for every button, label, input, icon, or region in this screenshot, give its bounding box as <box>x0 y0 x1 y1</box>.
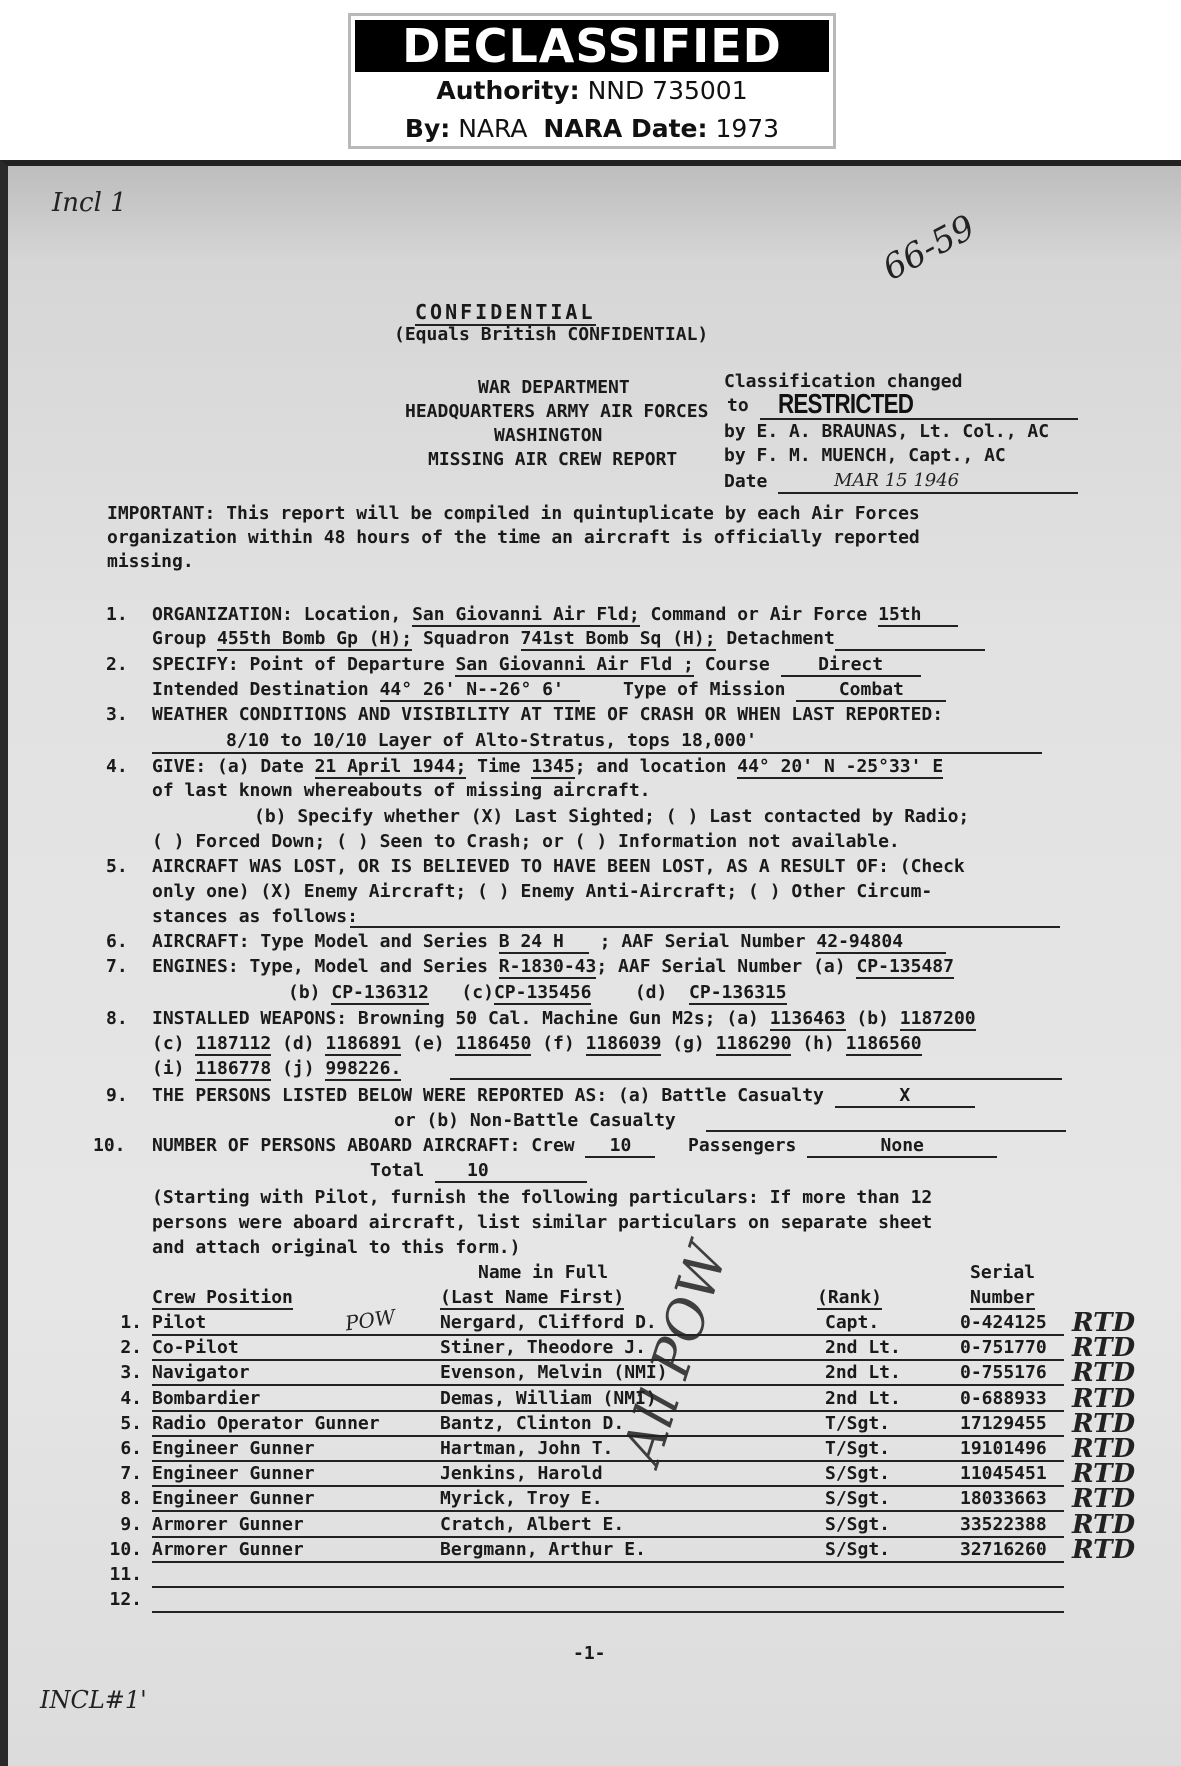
crew-status-annotation: RTD <box>1072 1535 1136 1565</box>
important-line-3: missing. <box>107 551 194 572</box>
item-4-line3: (b) Specify whether (X) Last Sighted; ( ) Last contacted by Radio; <box>254 806 970 827</box>
stamp-title: DECLASSIFIED <box>355 20 829 72</box>
item-4-line4: ( ) Forced Down; ( ) Seen to Crash; or ( ) Information not available. <box>152 831 900 852</box>
crew-rank: T/Sgt. <box>825 1438 891 1459</box>
annotation-pow-small: POW <box>343 1304 397 1336</box>
aircraft-type: B 24 H <box>499 931 589 954</box>
crew-row-number: 2. <box>120 1337 142 1358</box>
reclass-date-value: MAR 15 1946 <box>834 470 960 491</box>
total-count: 10 <box>435 1160 587 1183</box>
crew-name: Demas, William (NMI) <box>440 1388 657 1409</box>
header-crew-position: Crew Position <box>152 1287 293 1308</box>
item-10-line2: Total 10 <box>370 1160 587 1183</box>
reclass-rule-2 <box>778 492 1078 494</box>
crew-row-number: 1. <box>120 1312 142 1333</box>
crew-position: Navigator <box>152 1362 250 1383</box>
reclass-date-label: Date <box>724 471 768 492</box>
crew-row-rule <box>152 1435 1064 1437</box>
destination: 44° 26' N--26° 6' <box>380 679 580 702</box>
crew-row-rule <box>152 1586 1064 1588</box>
crew-row-rule <box>152 1561 1064 1563</box>
weapon-i: 1186778 <box>195 1058 272 1079</box>
item-8-line1: INSTALLED WEAPONS: Browning 50 Cal. Machine Gun M2s; (a) 1136463 (b) 1187200 <box>152 1008 976 1029</box>
weapon-f: 1186039 <box>585 1033 662 1054</box>
crew-name: Bergmann, Arthur E. <box>440 1539 646 1560</box>
item-2-number: 2. <box>106 654 128 675</box>
crew-status-annotation: RTD <box>1072 1484 1136 1514</box>
crew-serial: 0-688933 <box>960 1388 1047 1409</box>
weapon-j: 998226. <box>325 1058 402 1079</box>
item-5-line1: AIRCRAFT WAS LOST, OR IS BELIEVED TO HAVE BEEN LOST, AS A RESULT OF: (Check <box>152 856 965 877</box>
crew-position: Radio Operator Gunner <box>152 1413 380 1434</box>
header-name-line1: Name in Full <box>478 1262 609 1283</box>
item-1-line1: ORGANIZATION: Location, San Giovanni Air Fld; Command or Air Force 15th <box>152 604 958 627</box>
item-8-line3: (i) 1186778 (j) 998226. <box>152 1058 402 1079</box>
crew-row-rule <box>152 1485 1064 1487</box>
crew-serial: 0-424125 <box>960 1312 1047 1333</box>
crew-row-number: 9. <box>120 1514 142 1535</box>
crew-position: Engineer Gunner <box>152 1438 315 1459</box>
by-value: NARA <box>458 114 528 143</box>
weapon-b: 1187200 <box>899 1008 976 1029</box>
crew-name: Bantz, Clinton D. <box>440 1413 625 1434</box>
declassified-stamp <box>348 13 836 149</box>
org-location: San Giovanni Air Fld; <box>412 604 640 625</box>
crew-rank: S/Sgt. <box>825 1539 891 1560</box>
header-name-line2: (Last Name First) <box>440 1287 625 1308</box>
reclass-line3: by F. M. MUENCH, Capt., AC <box>724 445 1006 466</box>
crew-serial: 11045451 <box>960 1463 1047 1484</box>
item-3-number: 3. <box>106 704 128 725</box>
item-8-line2: (c) 1187112 (d) 1186891 (e) 1186450 (f) 1186039 (g) 1186290 (h) 1186560 <box>152 1033 922 1054</box>
crew-name: Jenkins, Harold <box>440 1463 603 1484</box>
crew-name: Stiner, Theodore J. <box>440 1337 646 1358</box>
weapon-h: 1186560 <box>845 1033 922 1054</box>
engine-serial-a: CP-135487 <box>856 956 954 977</box>
crew-row-number: 3. <box>120 1362 142 1383</box>
report-title: MISSING AIR CREW REPORT <box>428 449 678 470</box>
item-5-line3: stances as follows: <box>152 906 358 927</box>
item-4-line1: GIVE: (a) Date 21 April 1944; Time 1345; and location 44° 20' N -25°33' E <box>152 756 944 777</box>
important-line-2: organization within 48 hours of the time an aircraft is officially reported <box>107 527 920 548</box>
crew-serial: 0-751770 <box>960 1337 1047 1358</box>
crew-rank: 2nd Lt. <box>825 1388 901 1409</box>
item-8-number: 8. <box>106 1008 128 1029</box>
crew-row-rule <box>152 1611 1064 1613</box>
crew-status-annotation: RTD <box>1072 1358 1136 1388</box>
equals-british-line: (Equals British CONFIDENTIAL) <box>394 324 709 345</box>
item-9-number: 9. <box>106 1085 128 1106</box>
reclass-to: to <box>727 395 749 416</box>
crew-row-number: 11. <box>109 1564 142 1585</box>
important-line-1: IMPORTANT: This report will be compiled in quintuplicate by each Air Forces <box>107 503 920 524</box>
nara-date-label: NARA Date: <box>543 114 708 143</box>
crew-status-annotation: RTD <box>1072 1409 1136 1439</box>
aircraft-serial: 42-94804 <box>816 931 946 954</box>
crew-serial: 32716260 <box>960 1539 1047 1560</box>
crew-row-rule <box>152 1460 1064 1462</box>
crew-position: Pilot <box>152 1312 207 1333</box>
header-rank: (Rank) <box>817 1287 883 1308</box>
instructions-line-2: persons were aboard aircraft, list similar particulars on separate sheet <box>152 1212 933 1233</box>
stamp-authority <box>351 72 833 110</box>
crew-position: Engineer Gunner <box>152 1488 315 1509</box>
passenger-count: None <box>807 1135 997 1158</box>
item-3-label: WEATHER CONDITIONS AND VISIBILITY AT TIME OF CRASH OR WHEN LAST REPORTED: <box>152 704 944 725</box>
reclass-line1: Classification changed <box>724 371 963 392</box>
crew-rank: 2nd Lt. <box>825 1362 901 1383</box>
crew-rank: T/Sgt. <box>825 1413 891 1434</box>
crew-rank: 2nd Lt. <box>825 1337 901 1358</box>
headquarters-aaf: HEADQUARTERS ARMY AIR FORCES <box>405 401 709 422</box>
instructions-line-1: (Starting with Pilot, furnish the following particulars: If more than 12 <box>152 1187 933 1208</box>
weather-value: 8/10 to 10/10 Layer of Alto-Stratus, tops 18,000' <box>226 730 758 751</box>
engine-serial-b: CP-136312 <box>331 982 429 1003</box>
org-group: 455th Bomb Gp (H); <box>217 628 413 649</box>
crew-position: Engineer Gunner <box>152 1463 315 1484</box>
crew-row-number: 12. <box>109 1589 142 1610</box>
item-6-number: 6. <box>106 931 128 952</box>
item-9-rule <box>706 1130 1066 1132</box>
engine-serial-c: CP-135456 <box>493 982 592 1003</box>
crew-row-number: 4. <box>120 1388 142 1409</box>
item-2-line1: SPECIFY: Point of Departure San Giovanni Air Fld ; Course Direct <box>152 654 921 677</box>
crew-rank: S/Sgt. <box>825 1514 891 1535</box>
loss-date: 21 April 1944; <box>314 756 467 777</box>
stamp-by-date <box>351 110 833 148</box>
crew-position: Bombardier <box>152 1388 261 1409</box>
crew-rank: S/Sgt. <box>825 1488 891 1509</box>
crew-status-annotation: RTD <box>1072 1333 1136 1363</box>
item-9-line2: or (b) Non-Battle Casualty <box>394 1110 676 1131</box>
mission-type: Combat <box>796 679 946 702</box>
authority-label: Authority: <box>436 76 580 105</box>
item-7-number: 7. <box>106 956 128 977</box>
item-6-line: AIRCRAFT: Type Model and Series B 24 H ; AAF Serial Number 42-94804 <box>152 931 946 954</box>
crew-serial: 18033663 <box>960 1488 1047 1509</box>
crew-rank: Capt. <box>825 1312 880 1333</box>
classification-header: CONFIDENTIAL <box>415 300 596 324</box>
item-4-number: 4. <box>106 756 128 777</box>
annotation-file-number: 66-59 <box>876 207 982 289</box>
page-number: -1- <box>573 1643 606 1664</box>
crew-row-number: 6. <box>120 1438 142 1459</box>
crew-row-number: 10. <box>109 1539 142 1560</box>
crew-name: Myrick, Troy E. <box>440 1488 603 1509</box>
item-5-number: 5. <box>106 856 128 877</box>
weapon-g: 1186290 <box>715 1033 792 1054</box>
item-1-line2: Group 455th Bomb Gp (H); Squadron 741st Bomb Sq (H); Detachment <box>152 628 985 651</box>
course: Direct <box>781 654 921 677</box>
weapon-c: 1187112 <box>195 1033 272 1054</box>
crew-serial: 0-755176 <box>960 1362 1047 1383</box>
crew-serial: 33522388 <box>960 1514 1047 1535</box>
restricted-stamp: RESTRICTED <box>778 388 914 419</box>
crew-rank: S/Sgt. <box>825 1463 891 1484</box>
crew-position: Co-Pilot <box>152 1337 239 1358</box>
org-squadron: 741st Bomb Sq (H); <box>520 628 716 649</box>
departure-point: San Giovanni Air Fld ; <box>455 654 694 675</box>
weapon-a: 1136463 <box>769 1008 846 1029</box>
loss-time: 1345 <box>531 756 575 777</box>
item-10-line1: NUMBER OF PERSONS ABOARD AIRCRAFT: Crew 10 Passengers None <box>152 1135 997 1158</box>
crew-row-rule <box>152 1536 1064 1538</box>
loss-location: 44° 20' N -25°33' E <box>737 756 944 777</box>
item-7-line2: (b) CP-136312 (c)CP-135456 (d) CP-136315 <box>288 982 787 1003</box>
item-5-line2: only one) (X) Enemy Aircraft; ( ) Enemy Anti-Aircraft; ( ) Other Circum- <box>152 881 933 902</box>
nara-date-value: 1973 <box>715 114 780 143</box>
item-9-line1: THE PERSONS LISTED BELOW WERE REPORTED AS: (a) Battle Casualty X <box>152 1085 975 1108</box>
crew-serial: 19101496 <box>960 1438 1047 1459</box>
crew-row-rule <box>152 1410 1064 1412</box>
crew-status-annotation: RTD <box>1072 1510 1136 1540</box>
crew-row-number: 7. <box>120 1463 142 1484</box>
crew-status-annotation: RTD <box>1072 1384 1136 1414</box>
header-serial-line2: Number <box>970 1287 1036 1308</box>
weapon-d: 1186891 <box>325 1033 402 1054</box>
reclass-line2: by E. A. BRAUNAS, Lt. Col., AC <box>724 421 1050 442</box>
weapon-e: 1186450 <box>455 1033 532 1054</box>
war-department: WAR DEPARTMENT <box>478 377 630 398</box>
reclass-rule-1 <box>760 418 1078 420</box>
item-5-rule <box>350 926 1060 928</box>
crew-status-annotation: RTD <box>1072 1308 1136 1338</box>
crew-position: Armorer Gunner <box>152 1539 304 1560</box>
crew-row-rule <box>152 1510 1064 1512</box>
crew-status-annotation: RTD <box>1072 1434 1136 1464</box>
crew-count: 10 <box>585 1135 655 1158</box>
item-2-line2: Intended Destination 44° 26' N--26° 6' Type of Mission Combat <box>152 679 946 702</box>
annotation-incl-bottom: INCL#1' <box>40 1686 147 1714</box>
crew-position: Armorer Gunner <box>152 1514 304 1535</box>
washington: WASHINGTON <box>494 425 603 446</box>
crew-row-number: 5. <box>120 1413 142 1434</box>
crew-row-number: 8. <box>120 1488 142 1509</box>
crew-row-rule <box>152 1384 1064 1386</box>
weather-rule <box>152 752 1042 754</box>
item-1-number: 1. <box>106 604 128 625</box>
crew-name: Nergard, Clifford D. <box>440 1312 657 1333</box>
item-7-line1: ENGINES: Type, Model and Series R-1830-43; AAF Serial Number (a) CP-135487 <box>152 956 954 977</box>
by-label: By: <box>404 114 451 143</box>
crew-row-rule <box>152 1359 1064 1361</box>
instructions-line-3: and attach original to this form.) <box>152 1237 521 1258</box>
engine-type: R-1830-43 <box>498 956 597 977</box>
header-serial-line1: Serial <box>970 1262 1036 1283</box>
crew-row-rule <box>152 1334 1064 1336</box>
item-4-line2: of last known whereabouts of missing aircraft. <box>152 780 651 801</box>
crew-name: Hartman, John T. <box>440 1438 614 1459</box>
engine-serial-d: CP-136315 <box>689 982 787 1003</box>
org-command: 15th <box>878 604 958 627</box>
crew-name: Cratch, Albert E. <box>440 1514 625 1535</box>
item-8-rule <box>450 1078 1062 1080</box>
annotation-all-pow: All POW <box>610 1236 741 1472</box>
authority-value: NND 735001 <box>587 76 748 105</box>
crew-serial: 17129455 <box>960 1413 1047 1434</box>
annotation-incl-1: Incl 1 <box>52 188 127 218</box>
crew-status-annotation: RTD <box>1072 1459 1136 1489</box>
item-10-number: 10. <box>93 1135 126 1156</box>
crew-name: Evenson, Melvin (NMI) <box>440 1362 668 1383</box>
battle-casualty-mark: X <box>835 1085 975 1108</box>
